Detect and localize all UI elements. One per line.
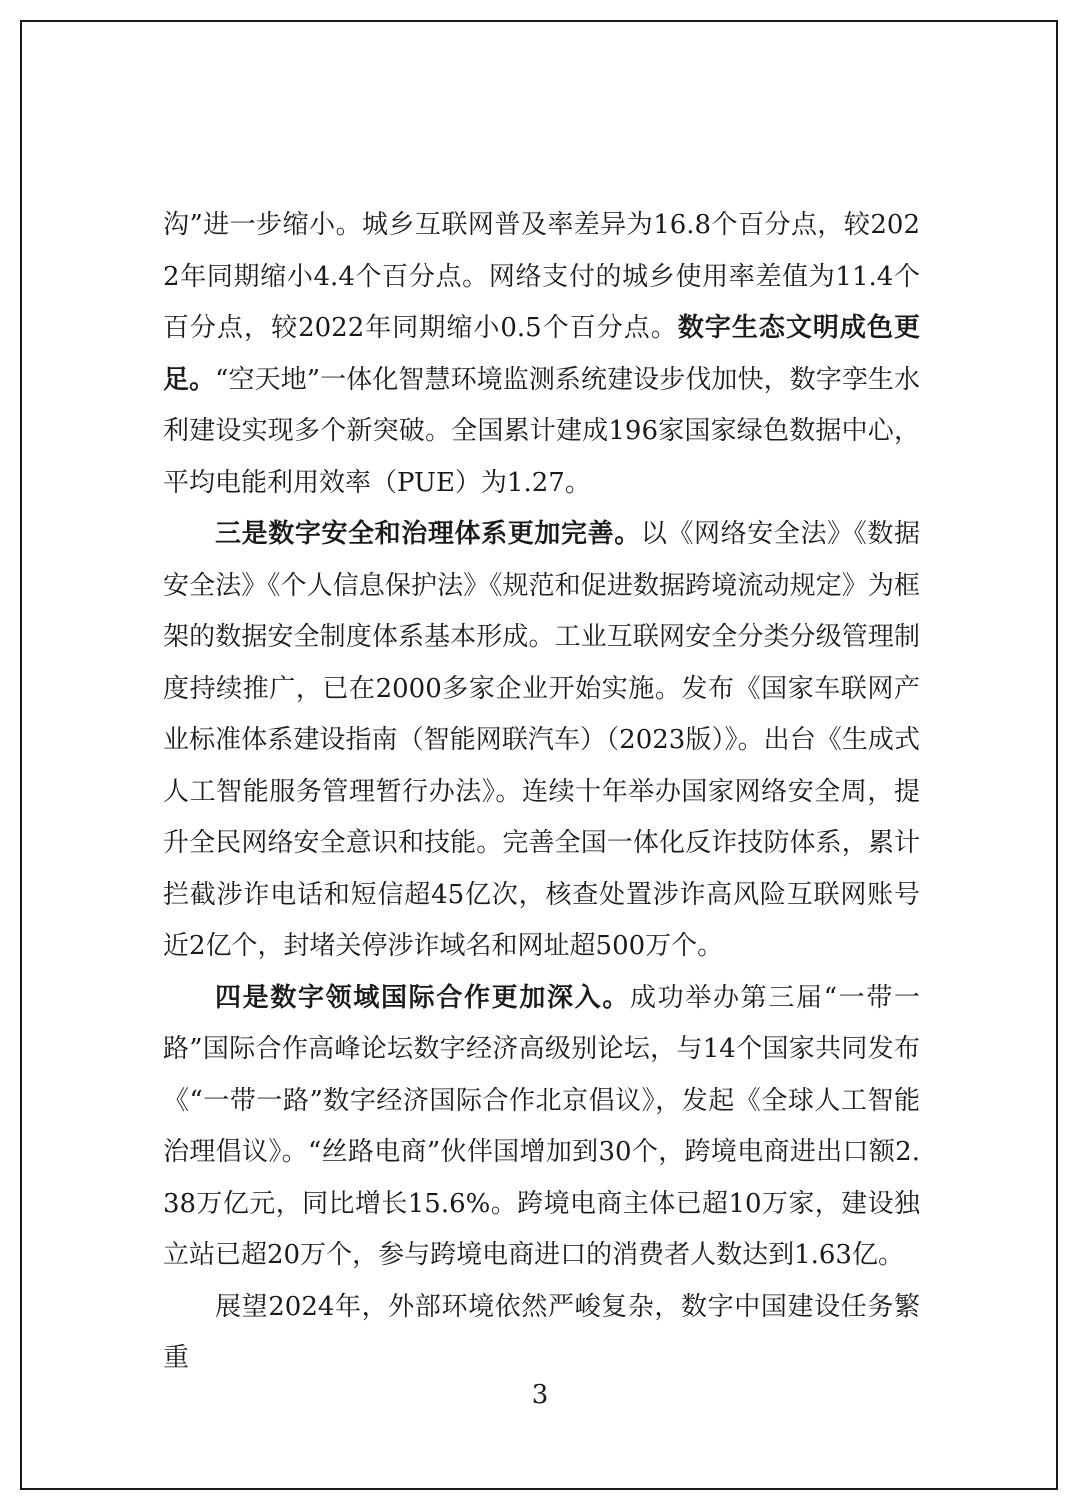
paragraph-text: 成功举办第三届“一带一路”国际合作高峰论坛数字经济高级别论坛，与14个国家共同发布《“一带一路”数字经济国际合作北京倡议》，发起《全球人工智能治理倡议》。“丝路电商”伙伴国增加到30个，跨境电商进出口额2.38万亿元，同比增长15.6%。跨境电商主体已超10万家，建设独立站已超20万个，参与跨境电商进口的消费者人数达到1.63亿。 [163,982,920,1270]
paragraph-text: 展望2024年，外部环境依然严峻复杂，数字中国建设任务繁重 [163,1291,920,1373]
paragraph-text: “空天地”一体化智慧环境监测系统建设步伐加快，数字孪生水利建设实现多个新突破。全国累计建成196家国家绿色数据中心，平均电能利用效率（PUE）为1.27。 [163,364,920,498]
paragraph-heading-bold: 四是数字领域国际合作更加深入。 [215,982,631,1013]
paragraph-text: 沟”进一步缩小。城乡互联网普及率差异为16.8个百分点，较2022年同期缩小4.4个百分点。网络支付的城乡使用率差值为11.4个百分点，较2022年同期缩小0.5个百分点。 [163,210,920,343]
paragraph-digital-security [163,509,920,973]
paragraph-outlook-2024 [163,1282,920,1385]
document-body [163,200,920,1385]
paragraph-heading-bold: 数字生态文明成色更足。 [163,313,920,395]
paragraph-heading-bold: 三是数字安全和治理体系更加完善。 [215,519,641,549]
paragraph-digital-ecology [163,200,920,509]
page-number: 3 [531,1380,549,1410]
paragraph-international-cooperation [163,973,920,1282]
paragraph-text: 以《网络安全法》《数据安全法》《个人信息保护法》《规范和促进数据跨境流动规定》为框架的数据安全制度体系基本形成。工业互联网安全分类分级管理制度持续推广，已在2000多家企业开始实施。发布《国家车联网产业标准体系建设指南（智能网联汽车）（2023版）》。出台《生成式人工智能服务管理暂行办法》。连续十年举办国家网络安全周，提升全民网络安全意识和技能。完善全国一体化反诈技防体系，累计拦截涉诈电话和短信超45亿次，核查处置涉诈高风险互联网账号近2亿个，封堵关停涉诈域名和网址超500万个。 [163,519,920,961]
